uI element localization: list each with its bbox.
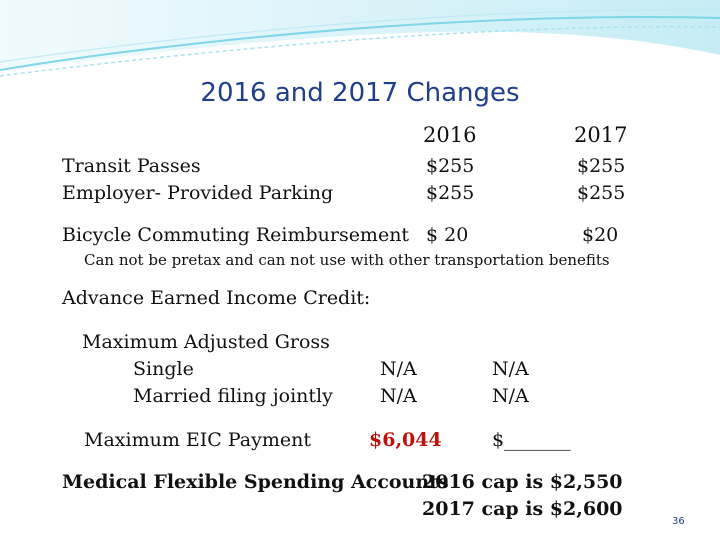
bicycle-label: Bicycle Commuting Reimbursement	[62, 224, 410, 246]
slide-title: 2016 and 2017 Changes	[200, 78, 520, 108]
eic-married-2016: N/A	[380, 385, 417, 407]
eic-payment-label: Maximum EIC Payment	[84, 429, 311, 451]
col-header-2017: 2017	[574, 123, 628, 147]
transit-note: Can not be pretax and can not use with other transportation benefits	[84, 251, 610, 269]
eic-payment-2016: $6,044	[369, 429, 442, 451]
col-header-2016: 2016	[423, 123, 477, 147]
transit-passes-2017: $255	[577, 155, 626, 177]
agi-label: Maximum Adjusted Gross	[82, 331, 330, 353]
page-number: 36	[672, 516, 685, 527]
fsa-cap-2017: 2017 cap is $2,600	[422, 498, 623, 520]
transit-passes-2016: $255	[426, 155, 475, 177]
eic-single-2017: N/A	[492, 358, 529, 380]
parking-2016: $255	[426, 182, 475, 204]
eic-married-2017: N/A	[492, 385, 529, 407]
decorative-wave-header	[0, 0, 720, 80]
eic-heading: Advance Earned Income Credit:	[62, 287, 371, 309]
eic-single-label: Single	[133, 358, 194, 380]
eic-married-label: Married filing jointly	[133, 385, 333, 407]
bicycle-2016: $ 20	[426, 224, 469, 246]
eic-payment-2017: $_______	[492, 429, 571, 451]
fsa-cap-2016: 2016 cap is $2,550	[422, 471, 623, 493]
eic-single-2016: N/A	[380, 358, 417, 380]
parking-label: Employer- Provided Parking	[62, 182, 334, 204]
transit-passes-label: Transit Passes	[62, 155, 201, 177]
bicycle-2017: $20	[582, 224, 619, 246]
parking-2017: $255	[577, 182, 626, 204]
fsa-label: Medical Flexible Spending Accounts	[62, 471, 449, 493]
